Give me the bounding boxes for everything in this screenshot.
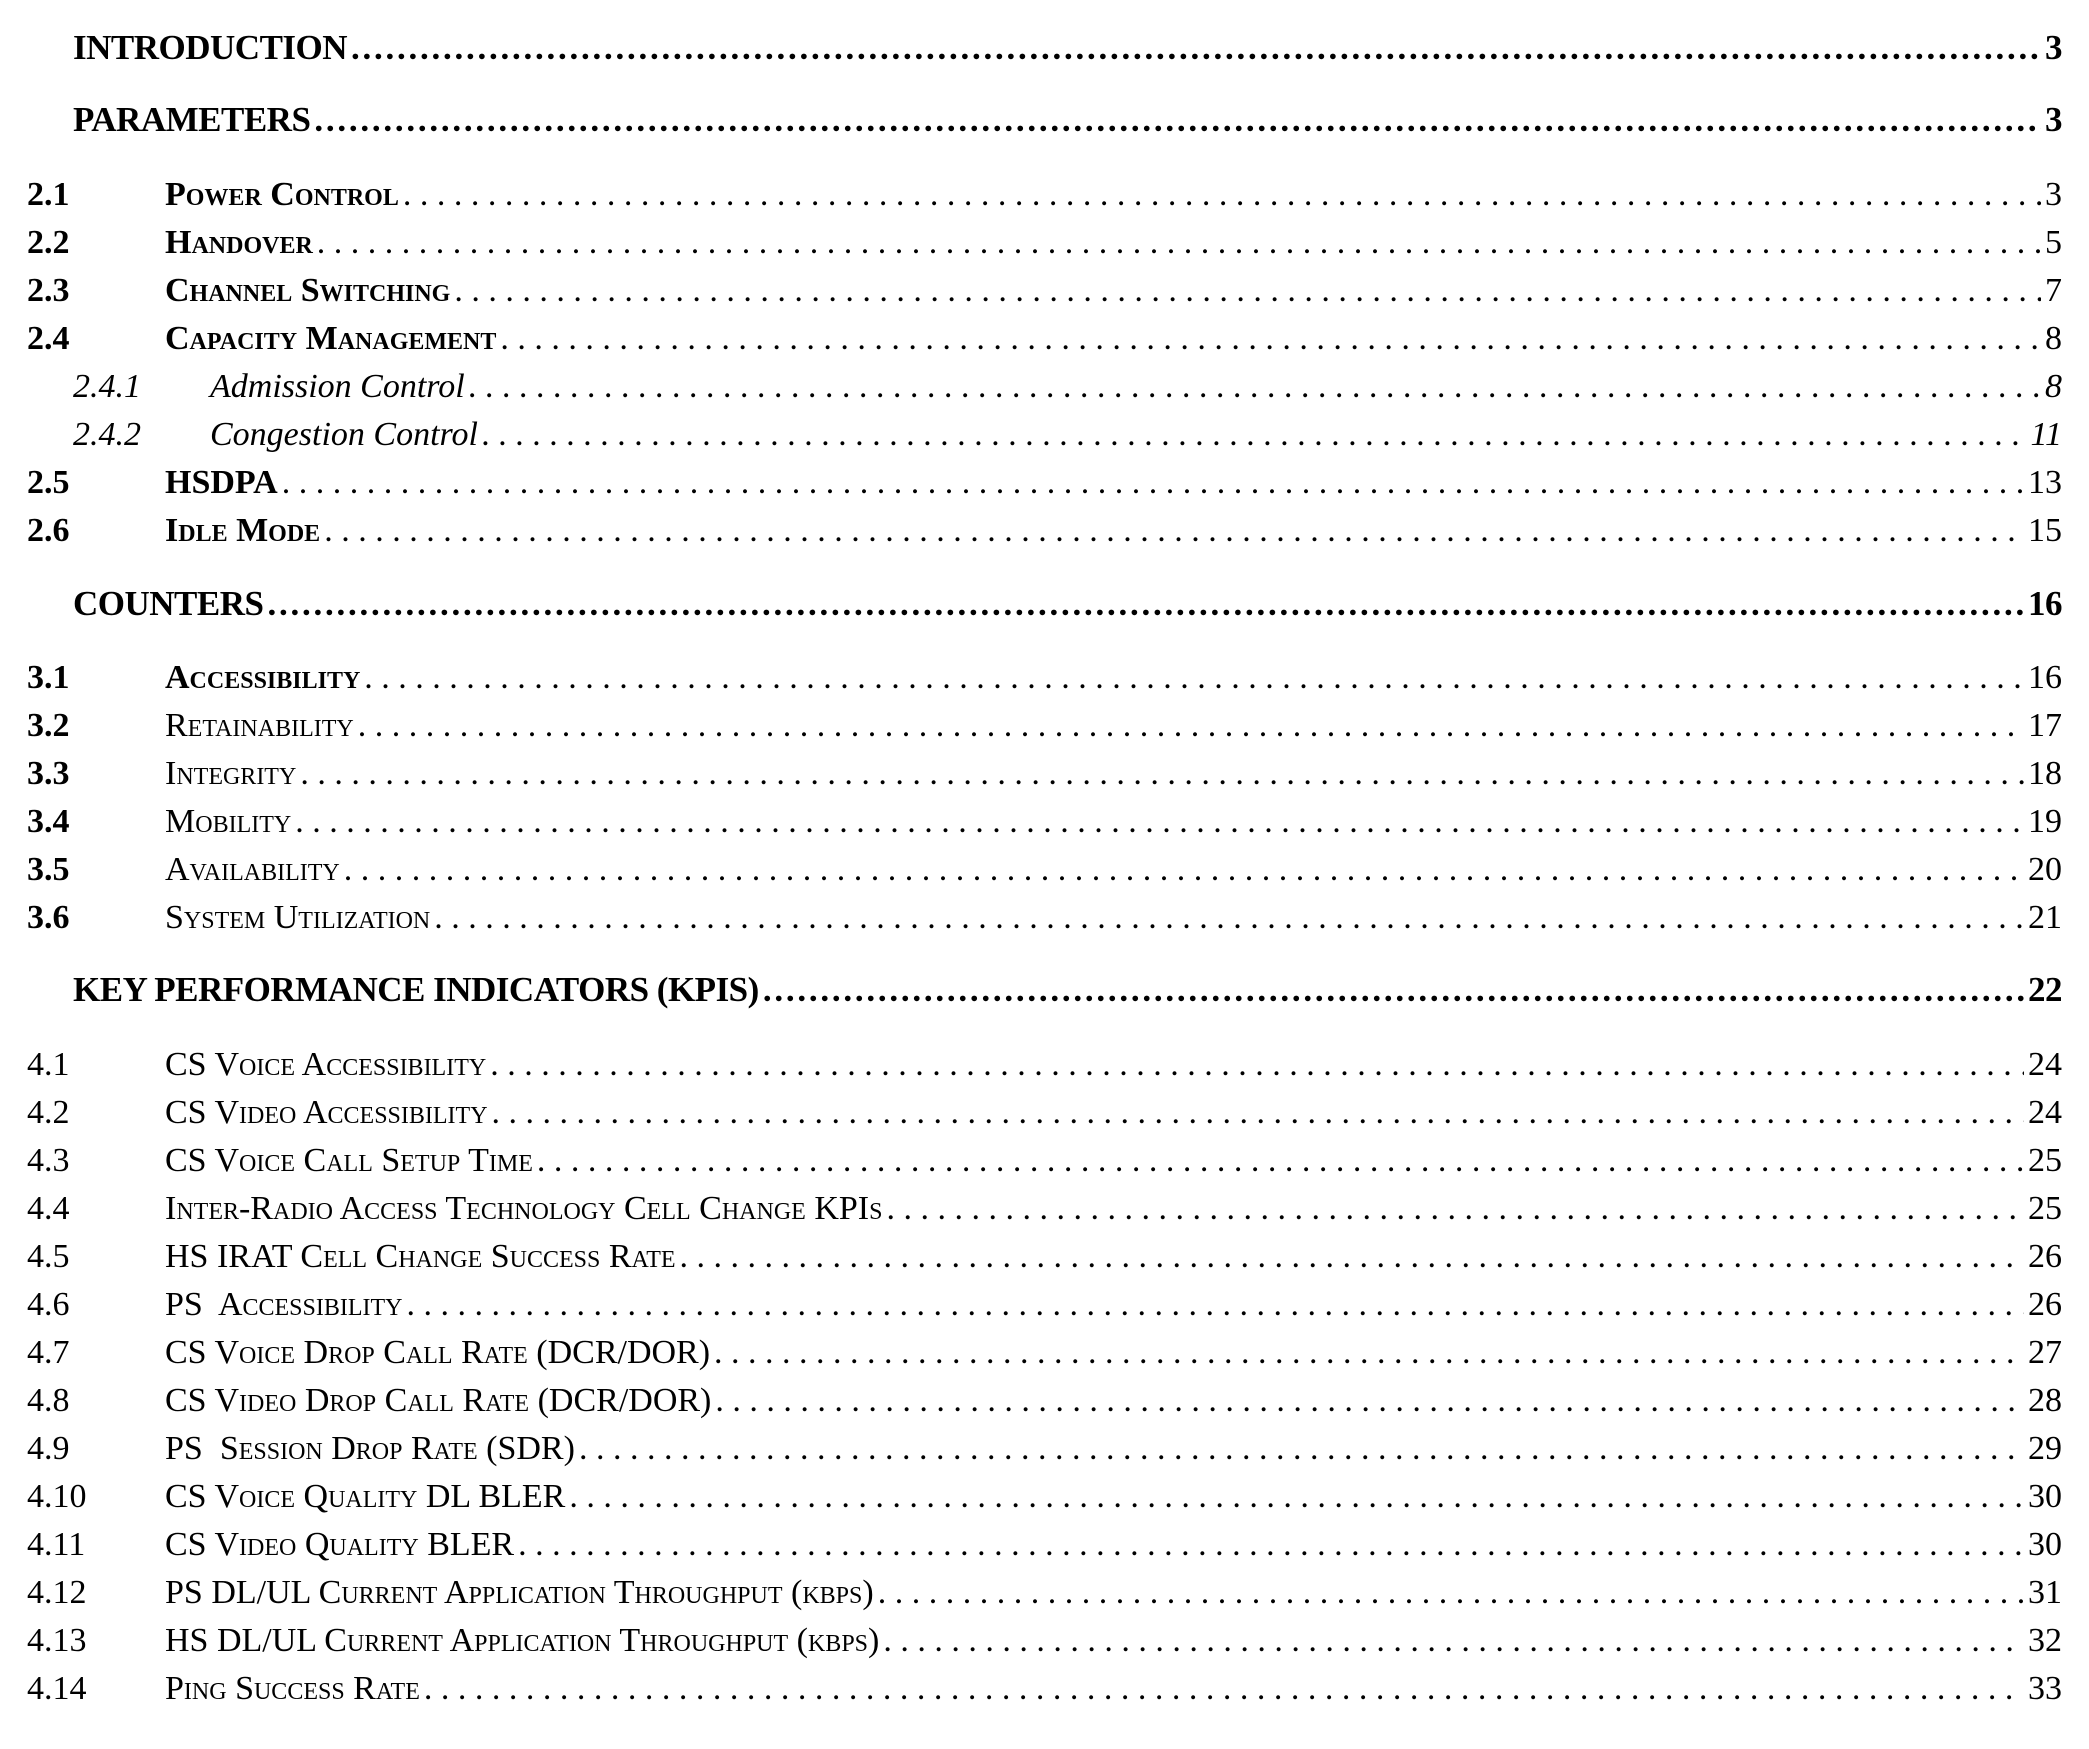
toc-entry-irat-cell-change-kpis[interactable] [0,1190,2062,1228]
toc-entry-page: 25 [2028,1190,2062,1227]
toc-entry-cs-voice-accessibility[interactable] [0,1046,2062,1084]
toc-entry-cs-video-quality-bler[interactable] [0,1526,2062,1564]
toc-entry-number: 4.6 [27,1286,70,1323]
dot-leader [482,416,2027,454]
toc-entry-cs-video-drop-call-rate[interactable] [0,1382,2062,1420]
toc-entry-hs-throughput[interactable] [0,1622,2062,1660]
dot-leader [407,1286,2024,1324]
toc-entry-number: 4.8 [27,1382,70,1419]
dot-leader [424,1670,2024,1708]
dot-leader [358,707,2024,745]
toc-entry-title: Congestion Control [210,416,478,453]
toc-entry-number: 3.5 [27,851,70,888]
toc-entry-page: 3 [2045,28,2062,67]
toc-entry-number: 4.13 [27,1622,87,1659]
toc-entry-title: Handover [165,224,313,261]
toc-entry-title: CS Video Accessibility [165,1094,488,1131]
toc-entry-ps-throughput[interactable] [0,1574,2062,1612]
toc-entry-number: 4.5 [27,1238,70,1275]
toc-entry-title: CS Video Quality BLER [165,1526,515,1563]
dot-leader [714,1334,2024,1372]
toc-entry-page: 33 [2028,1670,2062,1707]
toc-entry-number: 2.4.1 [73,368,141,405]
dot-leader [886,1190,2024,1228]
toc-entry-page: 16 [2028,584,2062,623]
toc-entry-title: CS Video Drop Call Rate (DCR/DOR) [165,1382,712,1419]
toc-entry-accessibility[interactable] [0,659,2062,697]
toc-entry-key-performance-indicators[interactable] [0,970,2062,1010]
toc-entry-retainability[interactable] [0,707,2062,745]
toc-entry-idle-mode[interactable] [0,512,2062,550]
toc-entry-ps-accessibility[interactable] [0,1286,2062,1324]
dot-leader [344,851,2024,889]
toc-entry-congestion-control[interactable] [0,416,2062,454]
toc-entry-title: Retainability [165,707,354,744]
toc-entry-number: 3.2 [27,707,70,744]
toc-entry-title: COUNTERS [73,584,264,623]
dot-leader [454,272,2041,310]
toc-entry-page: 24 [2028,1094,2062,1131]
dot-leader [295,803,2024,841]
dot-leader [434,899,2024,937]
toc-entry-parameters[interactable] [0,100,2062,140]
toc-entry-title: Power Control [165,176,399,213]
toc-entry-title: PARAMETERS [73,100,311,139]
toc-entry-page: 25 [2028,1142,2062,1179]
toc-entry-page: 30 [2028,1478,2062,1515]
toc-entry-number: 4.2 [27,1094,70,1131]
toc-entry-mobility[interactable] [0,803,2062,841]
toc-entry-number: 4.11 [27,1526,86,1563]
dot-leader [282,464,2024,502]
toc-entry-title: System Utilization [165,899,431,936]
toc-entry-page: 31 [2028,1574,2062,1611]
toc-entry-title: PS Accessibility [165,1286,403,1323]
toc-entry-system-utilization[interactable] [0,899,2062,937]
toc-entry-handover[interactable] [0,224,2062,262]
toc-entry-number: 2.6 [27,512,70,549]
toc-entry-page: 29 [2028,1430,2062,1467]
toc-entry-page: 19 [2028,803,2062,840]
toc-entry-availability[interactable] [0,851,2062,889]
toc-entry-page: 30 [2028,1526,2062,1563]
toc-entry-page: 3 [2045,176,2062,213]
toc-entry-cs-video-accessibility[interactable] [0,1094,2062,1132]
toc-entry-title: INTRODUCTION [73,28,348,67]
toc-entry-page: 24 [2028,1046,2062,1083]
toc-entry-number: 2.5 [27,464,70,501]
toc-entry-page: 20 [2028,851,2062,888]
toc-entry-page: 7 [2045,272,2062,309]
toc-entry-admission-control[interactable] [0,368,2062,406]
toc-entry-number: 4.7 [27,1334,70,1371]
toc-entry-cs-voice-call-setup-time[interactable] [0,1142,2062,1180]
toc-entry-title: PS DL/UL Current Application Throughput (kbps) [165,1574,874,1611]
dot-leader [579,1430,2024,1468]
toc-entry-cs-voice-drop-call-rate[interactable] [0,1334,2062,1372]
toc-entry-page: 28 [2028,1382,2062,1419]
toc-entry-channel-switching[interactable] [0,272,2062,310]
toc-entry-page: 17 [2028,707,2062,744]
toc-entry-page: 8 [2045,368,2062,405]
toc-entry-ping-success-rate[interactable] [0,1670,2062,1708]
toc-entry-number: 4.10 [27,1478,87,1515]
toc-entry-title: Capacity Management [165,320,497,357]
dot-leader [490,1046,2024,1084]
toc-entry-number: 3.6 [27,899,70,936]
toc-entry-title: CS Voice Drop Call Rate (DCR/DOR) [165,1334,711,1371]
toc-entry-ps-session-drop-rate[interactable] [0,1430,2062,1468]
toc-entry-number: 3.4 [27,803,70,840]
toc-entry-number: 4.4 [27,1190,70,1227]
toc-entry-page: 11 [2030,416,2062,453]
dot-leader [878,1574,2024,1612]
toc-entry-page: 13 [2028,464,2062,501]
toc-entry-title: CS Voice Quality DL BLER [165,1478,566,1515]
toc-entry-number: 2.4 [27,320,70,357]
toc-entry-number: 2.4.2 [73,416,141,453]
toc-entry-counters[interactable] [0,584,2062,624]
toc-entry-title: Mobility [165,803,292,840]
toc-entry-number: 2.2 [27,224,70,261]
dot-leader [300,755,2024,793]
toc-entry-number: 3.1 [27,659,70,696]
dot-leader [469,368,2041,406]
toc-entry-page: 15 [2028,512,2062,549]
toc-entry-title: HS IRAT Cell Change Success Rate [165,1238,676,1275]
toc-entry-title: HSDPA [165,464,278,501]
toc-entry-introduction[interactable] [0,28,2062,68]
toc-entry-page: 32 [2028,1622,2062,1659]
toc-entry-title: HS DL/UL Current Application Throughput (kbps) [165,1622,880,1659]
toc-entry-title: Integrity [165,755,297,792]
toc-entry-title: Channel Switching [165,272,451,309]
toc-entry-title: Admission Control [210,368,465,405]
toc-entry-title: KEY PERFORMANCE INDICATORS (KPIS) [73,970,759,1009]
toc-entry-title: CS Voice Call Setup Time [165,1142,533,1179]
toc-entry-number: 4.12 [27,1574,87,1611]
toc-entry-number: 2.1 [27,176,70,213]
dot-leader [351,28,2041,68]
dot-leader [518,1526,2024,1564]
toc-entry-page: 22 [2028,970,2062,1009]
toc-entry-power-control[interactable] [0,176,2062,214]
dot-leader [883,1622,2024,1660]
toc-entry-number: 4.1 [27,1046,70,1083]
toc-entry-title: Ping Success Rate [165,1670,420,1707]
dot-leader [500,320,2041,358]
toc-entry-title: Accessibility [165,659,361,696]
toc-entry-page: 27 [2028,1334,2062,1371]
toc-entry-number: 4.3 [27,1142,70,1179]
toc-entry-title: CS Voice Accessibility [165,1046,487,1083]
toc-entry-title: Availability [165,851,340,888]
dot-leader [364,659,2024,697]
toc-entry-capacity-management[interactable] [0,320,2062,358]
toc-entry-page: 18 [2028,755,2062,792]
dot-leader [314,100,2041,140]
dot-leader [403,176,2041,214]
toc-entry-number: 2.3 [27,272,70,309]
dot-leader [715,1382,2024,1420]
toc-entry-page: 21 [2028,899,2062,936]
toc-entry-page: 5 [2045,224,2062,261]
toc-entry-number: 4.9 [27,1430,70,1467]
dot-leader [267,584,2024,624]
dot-leader [680,1238,2024,1276]
toc-entry-cs-voice-quality-dl-bler[interactable] [0,1478,2062,1516]
toc-entry-hsdpa[interactable] [0,464,2062,502]
toc-entry-page: 3 [2045,100,2062,139]
toc-entry-page: 26 [2028,1238,2062,1275]
toc-entry-page: 16 [2028,659,2062,696]
toc-entry-number: 4.14 [27,1670,87,1707]
dot-leader [569,1478,2024,1516]
toc-entry-title: PS Session Drop Rate (SDR) [165,1430,575,1467]
dot-leader [492,1094,2024,1132]
toc-entry-page: 26 [2028,1286,2062,1323]
toc-entry-title: Inter-Radio Access Technology Cell Change KPIs [165,1190,883,1227]
dot-leader [763,970,2024,1010]
toc-entry-number: 3.3 [27,755,70,792]
dot-leader [324,512,2024,550]
dot-leader [317,224,2041,262]
dot-leader [537,1142,2024,1180]
toc-entry-page: 8 [2045,320,2062,357]
toc-entry-hs-irat-cell-change-success-rate[interactable] [0,1238,2062,1276]
toc-entry-title: Idle Mode [165,512,321,549]
toc-entry-integrity[interactable] [0,755,2062,793]
